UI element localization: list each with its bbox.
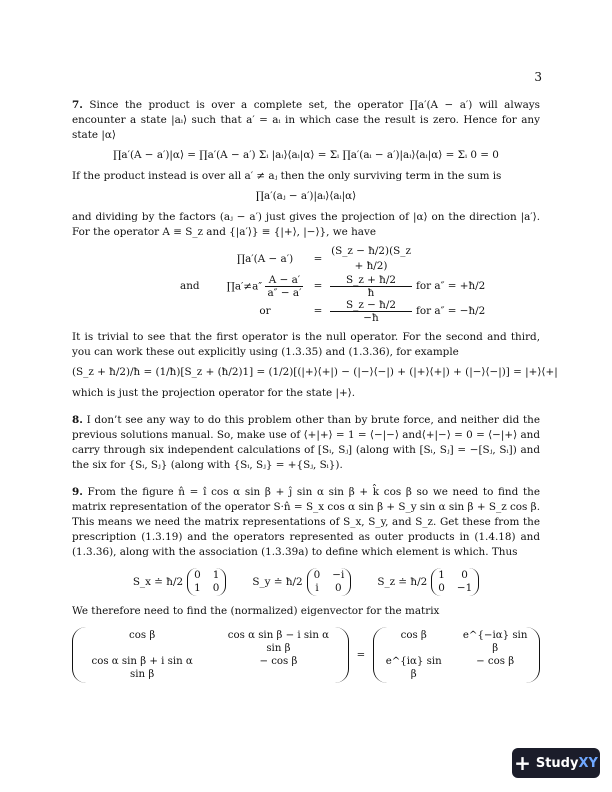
problem-8-number: 8. (72, 414, 83, 426)
problem-8 (72, 413, 540, 473)
left-11: cos β (129, 630, 156, 641)
row3-condition: for a″ = −ħ/2 (416, 305, 486, 317)
row3-rhs-numerator: S_z − ħ/2 (330, 299, 412, 312)
sy-matrix (252, 568, 351, 596)
sx-matrix (133, 568, 227, 596)
row3-rhs-fraction (330, 299, 412, 324)
problem-9-number: 9. (72, 486, 83, 498)
s-dot-n-left (72, 627, 349, 683)
problem-7-surviving-term-text: If the product instead is over all a′ ≠ aⱼ then the only surviving term in the sum is (72, 170, 502, 182)
problem-7-number: 7. (72, 99, 83, 111)
row2-rhs-fraction (330, 274, 412, 299)
equation-surviving-term: ∏a′(aⱼ − a′)|aᵢ⟩⟨aᵢ|α⟩ (255, 190, 357, 202)
sz-11: 1 (438, 569, 445, 581)
row2-product: ∏a′≠a″ (226, 280, 263, 293)
row2-rhs-numerator: S_z + ħ/2 (330, 274, 412, 287)
row2-equals: = (313, 280, 323, 292)
sx-21: 1 (194, 582, 201, 594)
sx-label: S_x ≐ ħ/2 (132, 575, 184, 588)
matrix-equals: = (356, 649, 366, 661)
row2-lhs-fraction (265, 274, 303, 299)
row1-lhs: ∏a′(A − a′) (236, 252, 294, 265)
row3-equals: = (313, 305, 323, 317)
row2-rhs-denominator: ħ (367, 287, 375, 299)
row2-condition: for a″ = +ħ/2 (416, 280, 486, 292)
problem-7-intro (72, 98, 540, 143)
problem-9 (72, 485, 540, 560)
problem-7-conclusion: which is just the projection operator for the state |+⟩. (72, 387, 356, 399)
sz-label: S_z ≐ ħ/2 (377, 575, 428, 588)
sz-22: −1 (456, 582, 473, 594)
sz-entries (431, 568, 479, 596)
sy-entries (307, 568, 352, 596)
s-dot-n-right (373, 627, 540, 683)
row2-lhs-denominator: a″ − a′ (267, 287, 302, 299)
problem-9-eigenvector-text: We therefore need to find the (normalized) eigenvector for the matrix (72, 605, 440, 617)
right-21: e^{iα} sin β (385, 656, 442, 680)
brand-study: Study (535, 755, 579, 771)
plus-icon: + (514, 751, 531, 775)
left-21: cos α sin β + i sin α sin β (91, 656, 193, 680)
problem-8-text: I don’t see any way to do this problem other than by brute force, and neither did the previous solutions manual. So, make use of ⟨+|+⟩ = 1 = ⟨−|−⟩ and⟨+|−⟩ = 0 = ⟨−|+⟩ and carry through six independent calculations of [Sᵢ, Sⱼ] (along with [Sᵢ, Sⱼ] = −[Sⱼ, Sᵢ]) and the six for {Sᵢ, Sⱼ} (along with {Sᵢ, Sⱼ} = +{Sⱼ, Sᵢ}). (72, 414, 540, 471)
problem-7-text: Since the product is over a complete set, the operator ∏a′(A − a′) will always encounter a state |aᵢ⟩ such that a′ = aᵢ in which case the result is zero. Hence for any state |α⟩ (72, 99, 540, 141)
or-label: or (259, 305, 271, 317)
equation-product-complete-set: ∏a′(A − a′)|α⟩ = ∏a′(A − a′) Σᵢ |aᵢ⟩⟨aᵢ|α⟩ = Σᵢ ∏a′(aᵢ − a′)|aᵢ⟩⟨aᵢ|α⟩ = Σᵢ 0 = 0 (113, 149, 499, 161)
right-11: cos β (400, 630, 427, 641)
sy-12: −i (332, 569, 345, 581)
equation-array-sz (180, 244, 540, 324)
problem-9-text: From the figure n̂ = î cos α sin β + ĵ sin α sin β + k̂ cos β so we need to find the matrix representation of the operator S·n̂ = S_x cos α sin β + S_y sin α sin β + S_z cos β. This means we need the matrix representations of S_x, S_y, and S_z. Get these from the prescription (1.3.19) and the operators represented as outer products in (1.4.18) and (1.3.36), along with the association (1.3.39a) to define which element is which. Thus (72, 486, 540, 558)
page-content (72, 98, 558, 683)
sx-22: 0 (212, 582, 220, 594)
sy-22: 0 (335, 582, 342, 594)
left-22: − cos β (259, 656, 298, 667)
row1-rhs: (S_z − ħ/2)(S_z + ħ/2) (331, 245, 411, 272)
spin-matrices (72, 568, 540, 596)
row2-lhs-numerator: A − a′ (265, 274, 303, 287)
problem-7-projection-text: and dividing by the factors (aⱼ − a′) just gives the projection of |α⟩ on the direction |a′⟩. For the operator A ≡ S_z and {|a′⟩} ≡ {|+⟩, |−⟩}, we have (72, 211, 540, 238)
right-12: e^{−iα} sin β (462, 630, 528, 654)
row3-rhs-denominator: −ħ (363, 312, 379, 324)
sz-matrix (377, 568, 479, 596)
s-dot-n-matrix (72, 627, 540, 683)
left-12: cos α sin β − i sin α sin β (227, 630, 330, 654)
brand-logo-text (536, 756, 598, 771)
right-22: − cos β (476, 656, 515, 667)
studyxy-badge[interactable] (512, 748, 600, 778)
page-number: 3 (534, 70, 542, 84)
sx-entries (187, 568, 226, 596)
sz-12: 0 (461, 569, 468, 581)
sx-12: 1 (212, 569, 220, 581)
sy-21: i (315, 582, 319, 594)
brand-xy: XY (578, 755, 598, 771)
row1-equals: = (313, 252, 323, 265)
sz-21: 0 (438, 582, 445, 594)
equation-projection-example: (S_z + ħ/2)/ħ = (1/ħ)[S_z + (ħ/2)1] = (1/2)[(|+⟩⟨+|) − (|−⟩⟨−|) + (|+⟩⟨+|) + (|−⟩⟨−|)] = |+⟩⟨+| (72, 366, 558, 378)
sy-label: S_y ≐ ħ/2 (252, 575, 303, 588)
sx-11: 0 (194, 569, 201, 581)
sy-11: 0 (313, 569, 321, 581)
problem-7-null-operator-text: It is trivial to see that the first operator is the null operator. For the second and third, you can work these out explicitly using (1.3.35) and (1.3.36), for example (72, 331, 540, 358)
row2-lhs (224, 274, 306, 299)
and-label: and (180, 280, 200, 292)
